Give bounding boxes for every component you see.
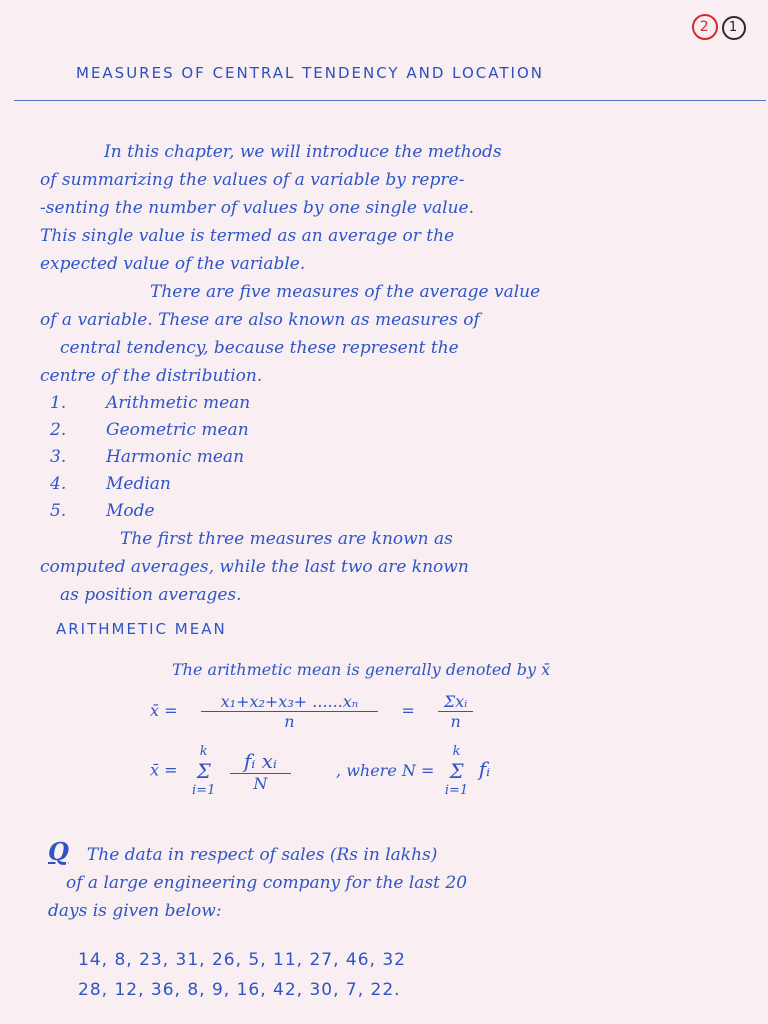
denominator: n	[450, 712, 461, 731]
question-line: days is given below:	[48, 901, 222, 921]
formula-mean	[150, 692, 473, 731]
formula-weighted-mean	[150, 744, 490, 798]
para2-line: centre of the distribution.	[40, 366, 263, 386]
intro-line: This single value is termed as an average or the	[40, 226, 455, 246]
numerator: x₁+x₂+x₃+ ......xₙ	[220, 692, 359, 711]
data-row: 14, 8, 23, 31, 26, 5, 11, 27, 46, 32	[78, 950, 406, 970]
list-item: 4. Median	[50, 474, 171, 494]
page-number-second: 1	[722, 16, 746, 40]
summation: k Σ i=1	[444, 744, 469, 798]
fraction	[201, 692, 379, 731]
para2-line: There are five measures of the average value	[150, 282, 541, 302]
numerator: fᵢ xᵢ	[243, 749, 277, 773]
list-item: 1. Arithmetic mean	[50, 393, 251, 413]
page-number	[692, 14, 746, 40]
page-title: MEASURES OF CENTRAL TENDENCY AND LOCATION	[76, 64, 544, 82]
intro-line: In this chapter, we will introduce the methods	[104, 142, 502, 162]
page-number-first: 2	[692, 14, 718, 40]
denominator: N	[253, 774, 268, 793]
para2-line: of a variable. These are also known as measures of	[40, 310, 480, 330]
title-underline	[14, 100, 766, 101]
para3-line: The first three measures are known as	[120, 529, 453, 549]
measures-list	[40, 390, 746, 525]
para3-line: as position averages.	[60, 585, 242, 605]
arithmetic-mean-intro: The arithmetic mean is generally denoted by x̄	[172, 660, 551, 679]
equals-sign: =	[401, 701, 415, 720]
numerator: Σxᵢ	[443, 692, 468, 711]
list-item: 5. Mode	[50, 501, 155, 521]
main-text	[40, 138, 746, 609]
fraction	[438, 692, 474, 731]
summation: k Σ i=1	[192, 744, 216, 798]
list-item: 3. Harmonic mean	[50, 447, 245, 467]
formula-lhs: x̄ =	[150, 701, 178, 720]
list-item: 2. Geometric mean	[50, 420, 249, 440]
question-line: of a large engineering company for the last 20	[66, 873, 468, 893]
para3-line: computed averages, while the last two are known	[40, 557, 469, 577]
question-mark: Q	[48, 837, 69, 866]
formula-where: , where N =	[336, 760, 435, 780]
intro-line: of summarizing the values of a variable by repre-	[40, 170, 465, 190]
formula-term: fᵢ	[478, 756, 491, 781]
question-block	[48, 838, 738, 925]
question-line: The data in respect of sales (Rs in lakhs)	[86, 845, 438, 865]
para2-line: central tendency, because these represent the	[60, 338, 459, 358]
intro-line: -senting the number of values by one single value.	[40, 198, 474, 218]
denominator: n	[284, 712, 295, 731]
data-row: 28, 12, 36, 8, 9, 16, 42, 30, 7, 22.	[78, 980, 401, 1000]
fraction	[230, 749, 291, 793]
intro-line: expected value of the variable.	[40, 254, 306, 274]
section-title: ARITHMETIC MEAN	[56, 620, 227, 638]
formula-lhs: x̄ =	[150, 760, 178, 780]
